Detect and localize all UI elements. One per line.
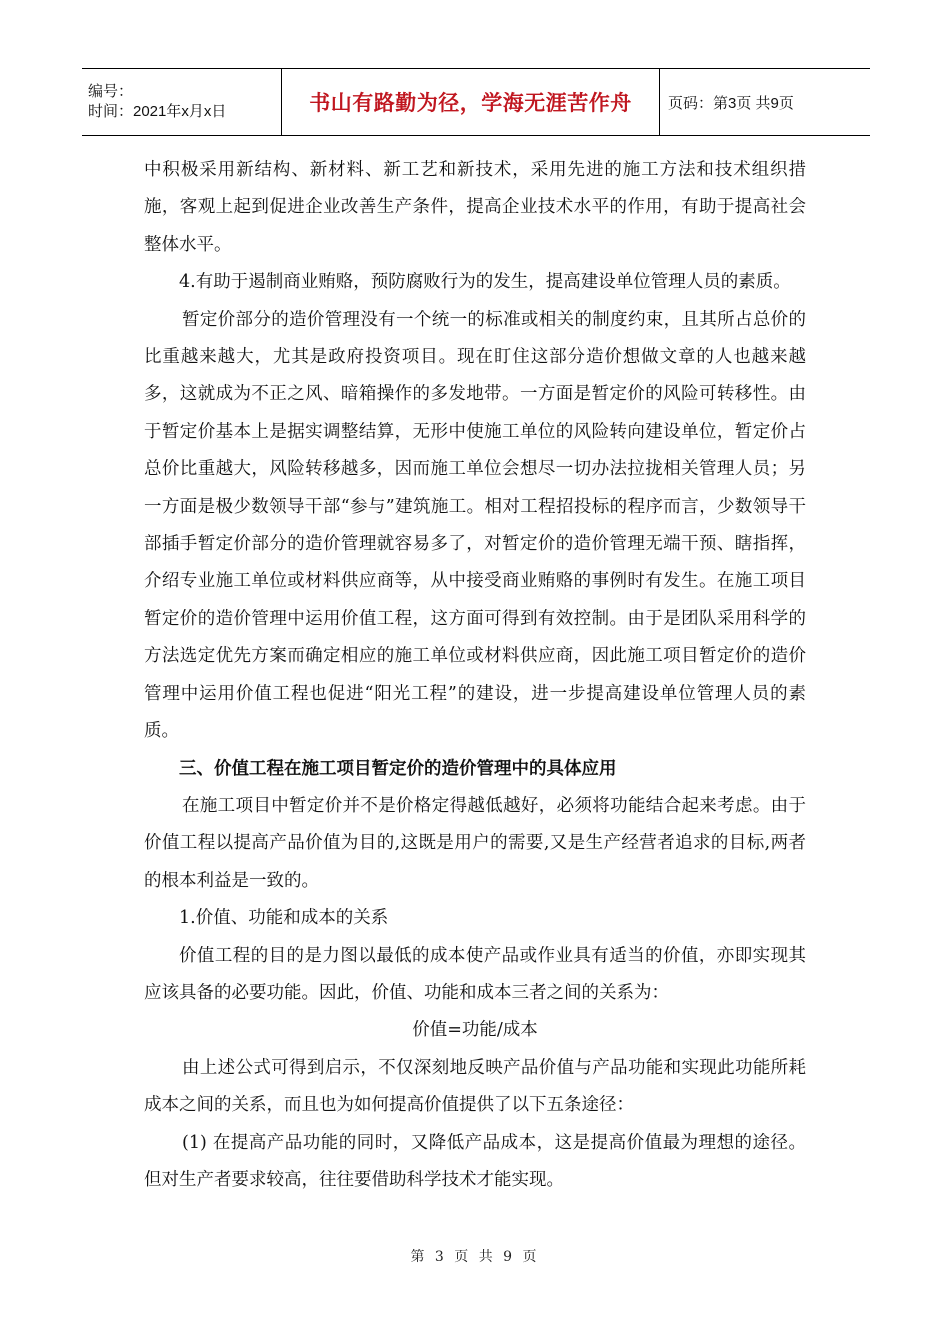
paragraph-path-1: (1) 在提高产品功能的同时，又降低产品成本，这是提高价值最为理想的途径。但对生产者要求较高，往往要借助科学技术才能实现。 <box>144 1132 806 1190</box>
header-meta <box>82 69 282 135</box>
header-motto <box>282 69 660 135</box>
paragraph-formula-insight: 由上述公式可得到启示，不仅深刻地反映产品价值与产品功能和实现此功能所耗成本之间的关系，而且也为如何提高价值提供了以下五条途径： <box>144 1057 806 1116</box>
motto-text: 书山有路勤为径，学海无涯苦作舟 <box>309 91 632 115</box>
formula: 价值=功能/成本 <box>412 1020 538 1041</box>
paragraph-section-intro: 在施工项目中暂定价并不是价格定得越低越好，必须将功能结合起来考虑。由于价值工程以提高产品价值为目的,这既是用户的需要,又是生产经营者追求的目标,两者的根本利益是一致的。 <box>144 795 806 891</box>
page-header <box>82 68 870 136</box>
paragraph-provisional-price: 暂定价部分的造价管理没有一个统一的标准或相关的制度约束，且其所占总价的比重越来越大，尤其是政府投资项目。现在盯住这部分造价想做文章的人也越来越多，这就成为不正之风、暗箱操作的多发地带。一方面是暂定价的风险可转移性。由于暂定价基本上是据实调整结算，无形中使施工单位的风险转向建设单位，暂定价占总价比重越大，风险转移越多，因而施工单位会想尽一切办法拉拢相关管理人员；另一方面是极少数领导干部“参与”建筑施工。相对工程招投标的程序而言，少数领导干部插手暂定价部分的造价管理就容易多了，对暂定价的造价管理无端干预、瞎指挥，介绍专业施工单位或材料供应商等，从中接受商业贿赂的事例时有发生。在施工项目暂定价的造价管理中运用价值工程，这方面可得到有效控制。由于是团队采用科学的方法选定优先方案而确定相应的施工单位或材料供应商，因此施工项目暂定价的造价管理中运用价值工程也促进“阳光工程”的建设，进一步提高建设单位管理人员的素质。 <box>144 309 806 742</box>
header-page-info <box>660 69 870 135</box>
page-footer <box>0 1246 950 1266</box>
paragraph-point-4: 4.有助于遏制商业贿赂，预防腐败行为的发生，提高建设单位管理人员的素质。 <box>179 272 791 293</box>
footer-page-number: 第 3 页 共 9 页 <box>410 1249 540 1265</box>
document-time-label: 时间：2021年x月x日 <box>88 103 227 120</box>
document-body <box>144 152 806 1199</box>
subheading-value-relation: 1.价值、功能和成本的关系 <box>179 908 389 929</box>
page-info-text: 页码：第3页 共9页 <box>668 94 794 112</box>
paragraph-value-engineering: 价值工程的目的是力图以最低的成本使产品或作业具有适当的价值，亦即实现其应该具备的必要功能。因此，价值、功能和成本三者之间的关系为： <box>144 945 806 1003</box>
document-number-label: 编号： <box>88 83 134 100</box>
paragraph-continuation: 中积极采用新结构、新材料、新工艺和新技术，采用先进的施工方法和技术组织措施，客观上起到促进企业改善生产条件，提高企业技术水平的作用，有助于提高社会整体水平。 <box>144 160 806 255</box>
section-heading: 三、价值工程在施工项目暂定价的造价管理中的具体应用 <box>179 758 617 779</box>
